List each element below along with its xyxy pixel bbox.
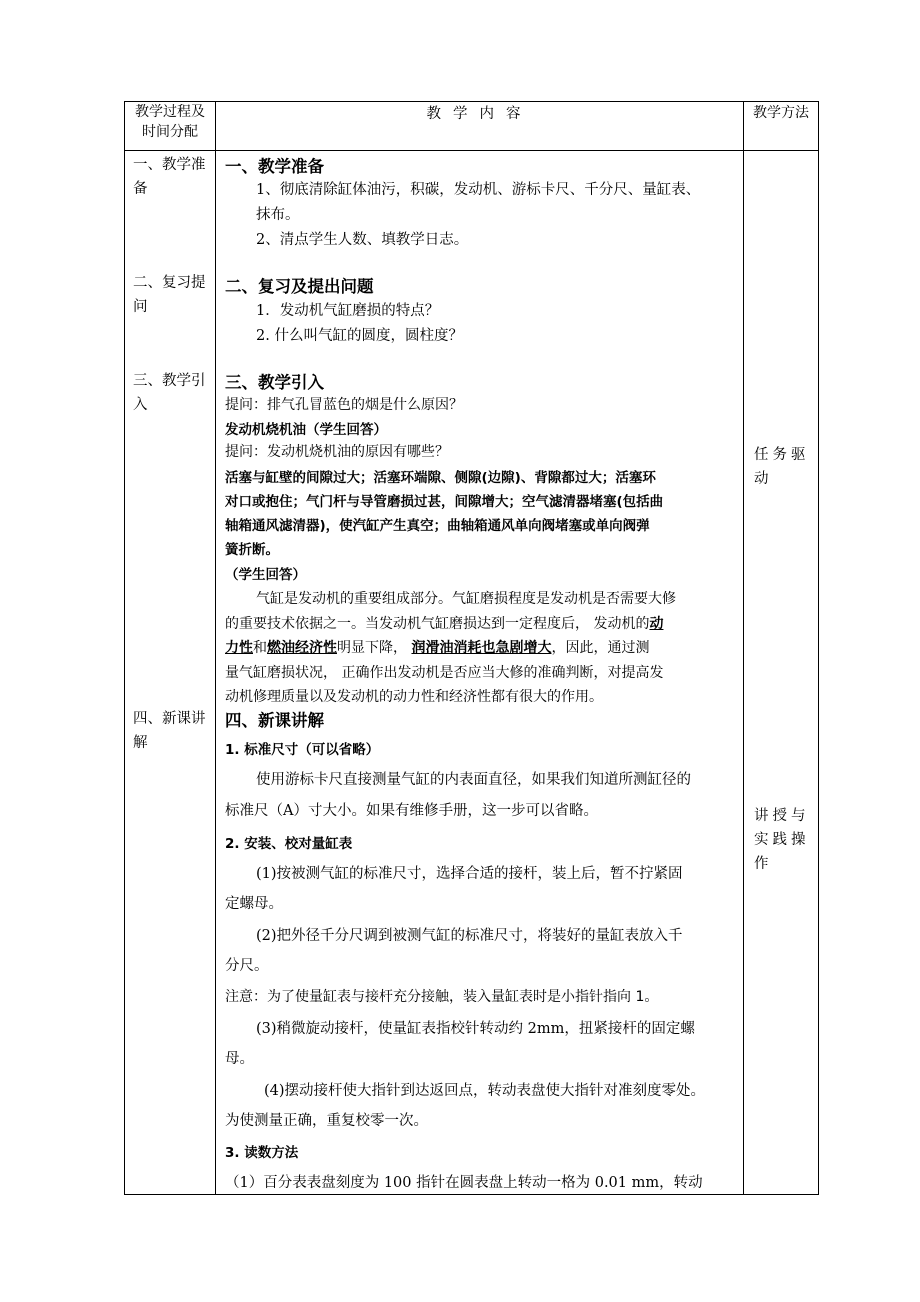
intro-question-1: 提问：排气孔冒蓝色的烟是什么原因？ [225, 397, 463, 413]
install-step-4-line1: (4)摆动接杆使大指针到达返回点，转动表盘使大指针对准刻度零处。 [264, 1083, 706, 1099]
subheading-reading-method: 3. 读数方法 [225, 1145, 299, 1161]
para-line-4: 量气缸磨损状况， 正确作出发动机是否应当大修的准确判断，对提高发 [225, 665, 664, 681]
install-step-1-line2: 定螺母。 [225, 896, 283, 912]
install-step-4-line2: 为使测量正确，重复校零一次。 [225, 1113, 428, 1129]
para-line-1: 气缸是发动机的重要组成部分。气缸磨损程度是发动机是否需要大修 [256, 591, 676, 607]
heading-review: 二、复习及提出问题 [225, 277, 374, 296]
body-row [125, 151, 819, 1195]
step-review-label: 二、复习提问 [133, 275, 206, 315]
standard-size-line-1: 使用游标卡尺直接测量气缸的内表面直径，如果我们知道所测缸径的 [256, 772, 691, 788]
intro-answer-1: 发动机烧机油（学生回答） [225, 422, 387, 438]
heading-prep: 一、教学准备 [225, 157, 324, 176]
install-step-1-line1: (1)按被测气缸的标准尺寸，选择合适的接杆，装上后，暂不拧紧固 [256, 866, 683, 882]
install-step-2-line1: (2)把外径千分尺调到被测气缸的标准尺寸，将装好的量缸表放入千 [256, 928, 683, 944]
review-q1: 1．发动机气缸磨损的特点？ [256, 303, 440, 319]
heading-intro: 三、教学引入 [225, 373, 324, 392]
para-line-3: 力性和燃油经济性明显下降， 润滑油消耗也急剧增大，因此，通过测 [225, 640, 650, 656]
intro-answer-2-line2: 对口或抱住；气门杆与导管磨损过甚，间隙增大；空气滤清器堵塞(包括曲 [225, 494, 664, 510]
intro-answer-2-note: （学生回答） [225, 567, 306, 583]
install-step-3-line2: 母。 [225, 1051, 254, 1067]
para-line-5: 动机修理质量以及发动机的动力性和经济性都有很大的作用。 [225, 689, 603, 705]
standard-size-line-2: 标准尺（A）寸大小。如果有维修手册，这一步可以省略。 [225, 803, 598, 819]
content-column [216, 151, 744, 1195]
intro-answer-2-line3: 轴箱通风滤清器)，使汽缸产生真空；曲轴箱通风单向阀堵塞或单向阀弹 [225, 518, 650, 534]
prep-item-1: 1、彻底清除缸体油污，积碳，发动机、游标卡尺、千分尺、量缸表、 [256, 182, 701, 198]
heading-new-lesson: 四、新课讲解 [225, 711, 324, 730]
method-lecture-practice: 讲授与实践操作 [754, 808, 810, 872]
header-method: 教学方法 [744, 102, 819, 151]
header-row [125, 102, 819, 151]
reading-method-line-1: （1）百分表表盘刻度为 100 指针在圆表盘上转动一格为 0.01 mm，转动 [225, 1175, 703, 1191]
lesson-plan-table [124, 101, 819, 1195]
intro-answer-2-line4: 簧折断。 [225, 542, 279, 558]
header-content: 教学内容 [216, 102, 744, 151]
subheading-standard-size: 1. 标准尺寸（可以省略） [225, 742, 380, 758]
review-q2: 2. 什么叫气缸的圆度，圆柱度？ [256, 328, 463, 344]
header-process-time: 教学过程及 时间分配 [125, 102, 216, 151]
intro-answer-2-line1: 活塞与缸壁的间隙过大；活塞环端隙、侧隙(边隙)、背隙都过大；活塞环 [225, 470, 656, 486]
para-line-2: 的重要技术依据之一。当发动机气缸磨损达到一定程度后， 发动机的动 [225, 616, 664, 632]
intro-question-2: 提问：发动机烧机油的原因有哪些？ [225, 444, 449, 460]
method-task-driven: 任务驱动 [754, 447, 810, 487]
step-prep-label: 一、教学准备 [133, 157, 206, 197]
prep-item-2: 2、清点学生人数、填教学日志。 [256, 232, 469, 248]
subheading-install-calibrate: 2. 安装、校对量缸表 [225, 836, 353, 852]
process-column [125, 151, 216, 1195]
install-step-2-line2: 分尺。 [225, 958, 269, 974]
step-intro-label: 三、教学引入 [133, 373, 206, 413]
prep-item-1-cont: 抹布。 [256, 207, 300, 223]
step-new-lesson-label: 四、新课讲解 [133, 711, 206, 751]
install-step-3-line1: (3)稍微旋动接杆，使量缸表指校针转动约 2mm，扭紧接杆的固定螺 [256, 1021, 695, 1037]
method-column [744, 151, 819, 1195]
install-note: 注意：为了使量缸表与接杆充分接触，装入量缸表时是小指针指向 1。 [225, 989, 659, 1005]
